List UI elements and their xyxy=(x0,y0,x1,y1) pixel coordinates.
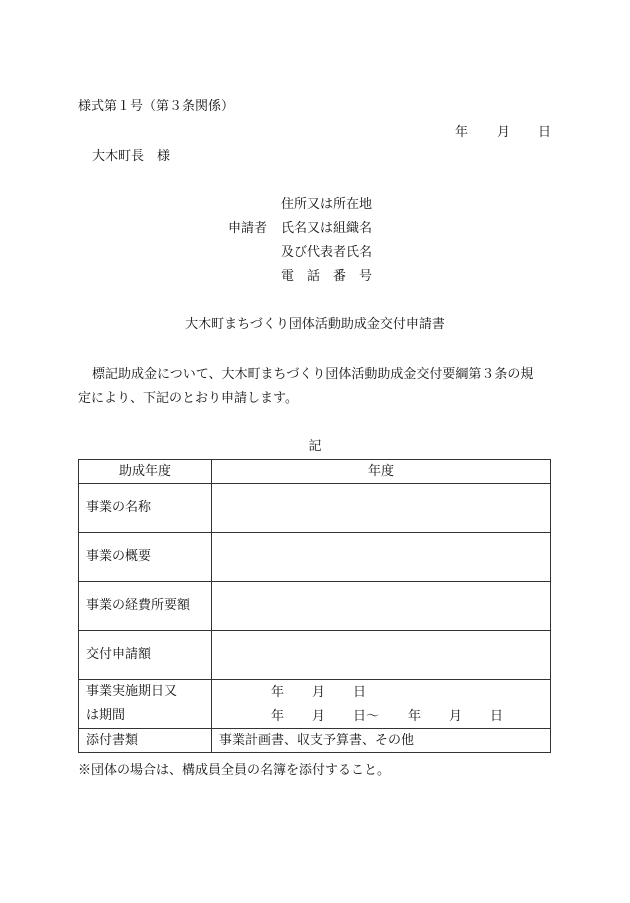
applicant-name-label: 氏名又は組織名 xyxy=(281,221,373,236)
period-date-day: 日 xyxy=(353,685,367,700)
table-row xyxy=(79,460,551,484)
project-name-value[interactable] xyxy=(212,484,551,533)
fiscal-year-value[interactable]: 年度 xyxy=(212,460,551,484)
table-row xyxy=(79,631,551,680)
date-day: 日 xyxy=(538,125,552,140)
body-line-2: 定により、下記のとおり申請します。 xyxy=(78,391,298,406)
period-start-month: 月 xyxy=(312,709,326,724)
application-table xyxy=(78,459,551,753)
table-row xyxy=(79,680,551,729)
period-value[interactable] xyxy=(212,680,551,729)
period-start-day-tilde: 日～ xyxy=(353,709,380,724)
body-line-1: 標記助成金について、大木町まちづくり団体活動助成金交付要綱第３条の規 xyxy=(92,367,534,382)
applicant-representative-label: 及び代表者氏名 xyxy=(281,245,373,260)
grant-amount-label: 交付申請額 xyxy=(79,631,212,680)
period-label-line2: は期間 xyxy=(86,708,126,723)
period-label xyxy=(79,680,212,729)
applicant-role-label: 申請者 xyxy=(228,221,268,236)
attachments-value: 事業計画書、収支予算書、その他 xyxy=(212,729,551,753)
table-row xyxy=(79,582,551,631)
project-cost-label: 事業の経費所要額 xyxy=(79,582,212,631)
period-dates xyxy=(219,682,543,726)
date-year: 年 xyxy=(455,125,469,140)
period-date-year: 年 xyxy=(271,685,285,700)
project-summary-value[interactable] xyxy=(212,533,551,582)
footnote: ※団体の場合は、構成員全員の名簿を添付すること。 xyxy=(78,763,391,778)
ki-heading: 記 xyxy=(308,439,322,454)
period-end-month: 月 xyxy=(449,709,463,724)
table-row xyxy=(79,533,551,582)
fiscal-year-label: 助成年度 xyxy=(79,460,212,484)
applicant-address-label: 住所又は所在地 xyxy=(281,197,373,212)
table-row xyxy=(79,484,551,533)
project-summary-label: 事業の概要 xyxy=(79,533,212,582)
table-row xyxy=(79,729,551,753)
addressee: 大木町長 様 xyxy=(92,149,171,164)
document-title: 大木町まちづくり団体活動助成金交付申請書 xyxy=(185,317,445,332)
project-name-label: 事業の名称 xyxy=(79,484,212,533)
applicant-phone-label: 電 話 番 号 xyxy=(281,269,373,284)
form-number: 様式第１号（第３条関係） xyxy=(78,99,235,114)
period-start-year: 年 xyxy=(271,709,285,724)
grant-amount-value[interactable] xyxy=(212,631,551,680)
period-label-line1: 事業実施期日又 xyxy=(86,684,178,699)
period-end-year: 年 xyxy=(408,709,422,724)
date-month: 月 xyxy=(497,125,511,140)
attachments-label: 添付書類 xyxy=(79,729,212,753)
period-date-month: 月 xyxy=(312,685,326,700)
period-end-day: 日 xyxy=(490,709,504,724)
project-cost-value[interactable] xyxy=(212,582,551,631)
